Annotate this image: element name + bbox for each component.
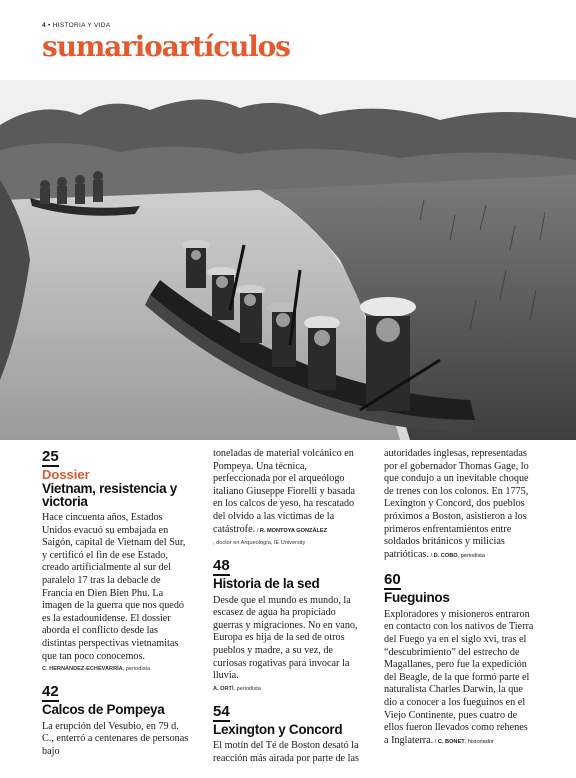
article-42-continued [213, 448, 363, 548]
article-25[interactable] [42, 448, 192, 674]
article-summary-part-1: El motín del Té de Boston desató la reacción más airada por parte de las [213, 740, 359, 764]
byline-slash: / [428, 552, 434, 559]
article-54[interactable] [213, 703, 363, 766]
author-role: , periodista [122, 666, 151, 673]
article-summary-text: toneladas de material volcánico en Pompeya. Una técnica, perfeccionada por el arqueólogo italiano Giuseppe Fiorelli y basada en los calcos de yeso, ha rescatado del olvido a las víctimas de la catástrofe. [213, 448, 356, 535]
article-summary-text: autoridades inglesas, representadas por el gobernador Thomas Gage, lo que condujo a un inevitable choque de trenes con los colonos. En 1775, Lexington y Concord, dos pueblos próximos a Boston, asistieron a los primeros enfrentamientos entre soldados británicos y milicias patrióticas. [384, 448, 529, 560]
byline-slash: / [433, 738, 438, 745]
article-title[interactable]: Lexington y Concord [213, 721, 343, 737]
historical-photo-icon [0, 80, 576, 440]
column-2 [213, 448, 363, 766]
article-summary [384, 609, 534, 749]
bullet: • [48, 22, 51, 29]
article-title[interactable]: Fueguinos [384, 590, 450, 606]
article-page-number: 54 [213, 702, 230, 720]
article-title[interactable]: Vietnam, resistencia y victoria [42, 481, 177, 509]
page-number: 4 [42, 22, 46, 29]
article-60[interactable] [384, 571, 534, 748]
column-3 [384, 448, 534, 748]
byline-slash: / [255, 527, 260, 534]
article-42[interactable] [42, 683, 192, 758]
article-page-number: 60 [384, 571, 401, 589]
article-byline [433, 739, 494, 745]
author-role: , historiador [464, 738, 494, 745]
masthead-sumario: sumario [42, 30, 162, 63]
historical-photo [0, 80, 576, 440]
article-summary-part-2 [384, 448, 534, 562]
section-name: HISTORIA Y VIDA [52, 22, 111, 29]
author-name: A. ORTÍ [213, 685, 234, 692]
author-name: C. BONET [437, 738, 465, 745]
author-name: R. MONTOYA GONZÁLEZ [259, 527, 328, 534]
article-summary-part-1: La erupción del Vesubio, en 79 d. C., enterró a centenares de personas bajo [42, 720, 189, 757]
article-48[interactable] [213, 557, 363, 694]
column-1 [42, 448, 192, 758]
article-page-number: 25 [42, 448, 59, 465]
article-byline [213, 685, 363, 694]
article-summary-text: Exploradores y misioneros entraron en contacto con los nativos de Tierra del Fuego ya en el siglo xvi, tras el “descubrimiento” del estrecho de Magallanes, pero fue la expedición del Beagle, de la que formó parte el naturalista Charles Darwin, la que dio a conocer a los fueguinos en el Viejo Continente, pues cuatro de ellos fueron llevados como rehenes a Inglaterra. [384, 608, 534, 746]
article-byline [255, 528, 327, 534]
article-kicker: Dossier [42, 467, 90, 482]
article-summary: Desde que el mundo es mundo, la escasez de agua ha propiciado guerras y migraciones. No en vano, Europa es hija de la sed de otros pueblos y madre, a su vez, de curiosas rogativas para invocar la lluvia. [213, 594, 358, 682]
article-title[interactable]: Historia de la sed [213, 576, 320, 592]
article-summary: Hace cincuenta años, Estados Unidos evacuó su embajada en Saigón, capital de Vietnam del Sur, y certificó el fin de ese Estado, creado artificialmente al sur del paralelo 17 tras la debacle de Francia en Dien Bien Phu. La imagen de la guerra que nos quedó es la estadounidense. El dossier aborda el conflicto desde las distintas perspectivas vietnamitas que tan poco conocemos. [42, 512, 186, 662]
running-head [42, 22, 110, 29]
article-byline [42, 665, 192, 674]
author-role: , periodista [233, 685, 261, 692]
article-byline [429, 553, 485, 559]
article-page-number: 48 [213, 557, 230, 575]
author-role: , doctor en Arqueología, IE University [213, 540, 306, 547]
author-name: C. HERNÁNDEZ-ECHEVARRÍA [42, 666, 123, 673]
article-54-continued [384, 448, 534, 562]
masthead-articulos: artículos [161, 30, 290, 63]
author-role: , periodista [457, 552, 485, 559]
author-name: D. COBO [433, 552, 458, 559]
article-summary-part-2 [213, 448, 363, 537]
masthead [42, 30, 290, 64]
article-title[interactable]: Calcos de Pompeya [42, 702, 165, 718]
article-page-number: 42 [42, 683, 59, 701]
